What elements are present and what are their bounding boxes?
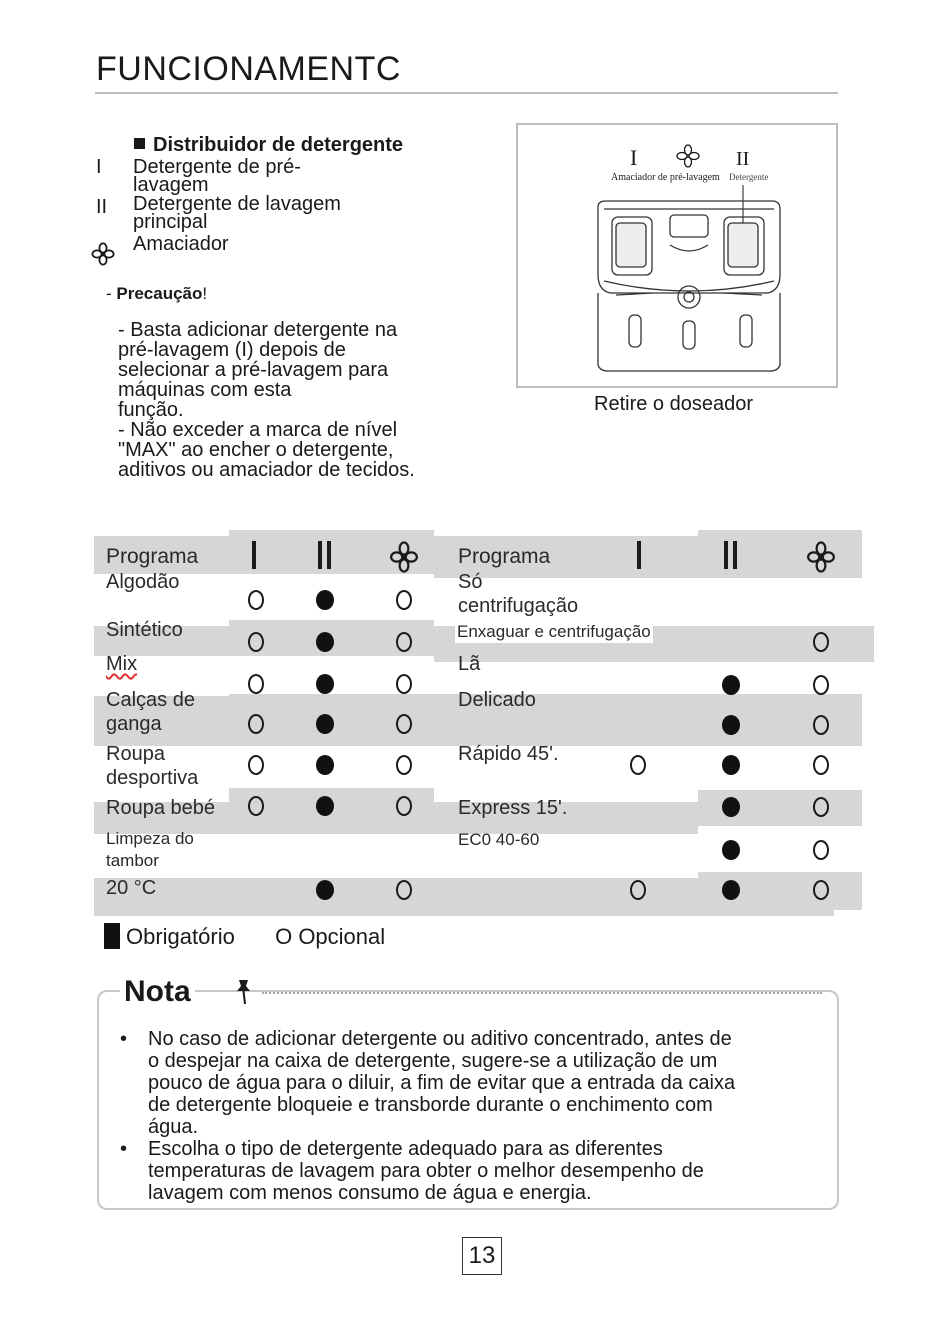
program-name-right	[458, 742, 559, 766]
program-name-left	[106, 618, 183, 642]
precaution-line: máquinas com esta	[118, 379, 292, 401]
page-title: FUNCIONAMENTC	[96, 50, 401, 88]
right-row-col-two-required-marker	[722, 880, 740, 900]
program-line: centrifugação	[458, 595, 579, 617]
right-row-col-two-required-marker	[722, 797, 740, 817]
program-line: Limpeza do	[106, 829, 194, 848]
note-title-rule	[262, 992, 822, 995]
legend-line: Detergente de pré-	[133, 156, 301, 178]
left-row-col-one-optional-marker	[248, 714, 264, 734]
precaution-exclaim: !	[202, 284, 208, 303]
note-line: de detergente bloqueie e transborde durante o enchimento com	[148, 1094, 713, 1116]
left-row-col-one-optional-marker	[248, 632, 264, 652]
program-name-right	[458, 796, 567, 820]
left-row-col-two-required-marker	[316, 755, 334, 775]
figure-caption-left: Amaciador de pré-lavagem	[611, 172, 720, 183]
program-line: 20 °C	[106, 877, 157, 899]
figure-sym-two: II	[736, 148, 750, 170]
program-name-right	[458, 828, 539, 852]
right-row-softener-optional-marker	[813, 715, 829, 735]
left-row-col-two-required-marker	[316, 590, 334, 610]
program-name-left	[106, 742, 198, 790]
right-row-softener-optional-marker	[813, 840, 829, 860]
right-row-softener-optional-marker	[813, 755, 829, 775]
dispenser-heading-text: Distribuidor de detergente	[153, 134, 404, 156]
header-col-one-bar	[252, 541, 256, 569]
left-row-col-one-optional-marker	[248, 755, 264, 775]
left-row-softener-optional-marker	[396, 632, 412, 652]
program-line: Algodão	[106, 571, 180, 593]
precaution-dash: -	[106, 284, 117, 303]
program-line: Mix	[106, 653, 138, 675]
precaution-label: Precaução	[116, 284, 203, 303]
header-col-two-bar-b	[327, 541, 331, 569]
right-row-softener-optional-marker	[813, 632, 829, 652]
program-line: Sintético	[106, 619, 183, 641]
header-right-softener-flower-icon	[806, 540, 836, 574]
program-line: Delicado	[458, 689, 536, 711]
note-line: lavagem com menos consumo de água e energia.	[148, 1182, 592, 1204]
main-detergent-label	[133, 195, 393, 231]
left-row-col-two-required-marker	[316, 880, 334, 900]
program-line: Lã	[458, 653, 481, 675]
precaution-line: "MAX" ao encher o detergente,	[118, 439, 394, 461]
note-line: No caso de adicionar detergente ou aditivo concentrado, antes de	[148, 1028, 732, 1050]
precaution-line: aditivos ou amaciador de tecidos.	[118, 459, 415, 481]
pushpin-icon	[232, 977, 256, 1007]
precaution-line: - Basta adicionar detergente na	[118, 319, 398, 341]
program-line: EC0 40-60	[458, 830, 540, 849]
program-name-right	[455, 621, 653, 643]
program-line: tambor	[106, 851, 159, 870]
left-row-col-one-optional-marker	[248, 590, 264, 610]
program-line: Calças de	[106, 689, 195, 711]
legend-line: lavagem	[133, 174, 209, 196]
note-line: água.	[148, 1116, 199, 1138]
program-name-left	[106, 876, 156, 900]
right-row-col-two-required-marker	[722, 840, 740, 860]
program-line: Só	[458, 571, 483, 593]
right-row-col-two-required-marker	[722, 715, 740, 735]
left-row-col-one-optional-marker	[248, 674, 264, 694]
figure-sym-one: I	[630, 145, 638, 170]
left-row-col-two-required-marker	[316, 632, 334, 652]
roman-two-symbol: II	[96, 196, 108, 218]
page-number: 13	[462, 1237, 502, 1275]
right-row-softener-optional-marker	[813, 675, 829, 695]
program-line: desportiva	[106, 767, 199, 789]
left-row-softener-optional-marker	[396, 880, 412, 900]
bullet: •	[120, 1138, 128, 1160]
note-line: o despejar na caixa de detergente, sugere-se a utilização de um	[148, 1050, 718, 1072]
right-row-col-two-required-marker	[722, 675, 740, 695]
precaution-text	[118, 320, 463, 480]
left-row-softener-optional-marker	[396, 714, 412, 734]
program-line: Enxaguar e centrifugação	[457, 622, 651, 641]
header-right-col-two-bar-b	[733, 541, 737, 569]
program-name-left	[106, 828, 194, 872]
program-name-left	[106, 688, 195, 736]
precaution-line: selecionar a pré-lavagem para	[118, 359, 389, 381]
precaution-line: - Não exceder a marca de nível	[118, 419, 398, 441]
figure-caption: Retire o doseador	[594, 393, 753, 415]
left-row-col-one-optional-marker	[248, 796, 264, 816]
program-name-left	[106, 796, 215, 820]
note-line: pouco de água para o diluir, a fim de evitar que a entrada da caixa	[148, 1072, 736, 1094]
program-name-left	[106, 570, 179, 594]
prewash-detergent-label	[133, 158, 333, 194]
title-divider	[95, 92, 838, 94]
table-header-programa-right: Programa	[458, 545, 551, 568]
right-row-softener-optional-marker	[813, 797, 829, 817]
precaution-heading	[106, 284, 207, 304]
note-title: Nota	[120, 975, 195, 1009]
softener-label: Amaciador	[133, 233, 229, 255]
legend-line: Detergente de lavagem	[133, 193, 341, 215]
table-legend	[104, 923, 385, 950]
program-name-right	[458, 688, 536, 712]
precaution-line: função.	[118, 399, 184, 421]
program-name-left	[106, 652, 137, 676]
left-row-softener-optional-marker	[396, 590, 412, 610]
left-row-softener-optional-marker	[396, 674, 412, 694]
note-item	[120, 1138, 820, 1204]
roman-one-symbol: I	[96, 156, 102, 178]
dispenser-figure	[516, 123, 838, 388]
square-bullet-icon	[134, 138, 145, 149]
left-row-col-two-required-marker	[316, 796, 334, 816]
header-right-col-two-bar-a	[724, 541, 728, 569]
header-col-two-bar-a	[318, 541, 322, 569]
legend-line: principal	[133, 211, 208, 233]
left-row-softener-optional-marker	[396, 755, 412, 775]
program-line: ganga	[106, 713, 162, 735]
program-line: Rápido 45'.	[458, 743, 559, 765]
program-name-right	[458, 570, 578, 618]
dispenser-heading	[134, 134, 403, 157]
bullet: •	[120, 1028, 128, 1050]
precaution-line: pré-lavagem (I) depois de	[118, 339, 346, 361]
table-header-programa-left: Programa	[106, 545, 199, 568]
left-row-softener-optional-marker	[396, 796, 412, 816]
note-line: temperaturas de lavagem para obter o melhor desempenho de	[148, 1160, 704, 1182]
dispenser-drawing	[518, 125, 836, 386]
right-row-col-two-required-marker	[722, 755, 740, 775]
program-line: Roupa	[106, 743, 165, 765]
left-row-col-two-required-marker	[316, 674, 334, 694]
left-row-col-two-required-marker	[316, 714, 334, 734]
header-softener-flower-icon	[389, 540, 419, 574]
figure-caption-right: Detergente	[729, 172, 769, 182]
right-row-col-one-optional-marker	[630, 755, 646, 775]
table-row-band	[698, 530, 862, 578]
program-line: Roupa bebé	[106, 797, 215, 819]
right-row-softener-optional-marker	[813, 880, 829, 900]
note-line: Escolha o tipo de detergente adequado para as diferentes	[148, 1138, 663, 1160]
figure-flower-icon	[677, 145, 699, 167]
flower-icon	[91, 242, 115, 266]
header-right-col-one-bar	[637, 541, 641, 569]
legend-optional: O Opcional	[275, 924, 386, 949]
right-row-col-one-optional-marker	[630, 880, 646, 900]
legend-required: Obrigatório	[126, 924, 235, 949]
required-marker-icon	[104, 923, 120, 949]
note-list	[120, 1028, 820, 1204]
note-item	[120, 1028, 820, 1138]
program-name-right	[458, 652, 480, 676]
program-line: Express 15'.	[458, 797, 568, 819]
